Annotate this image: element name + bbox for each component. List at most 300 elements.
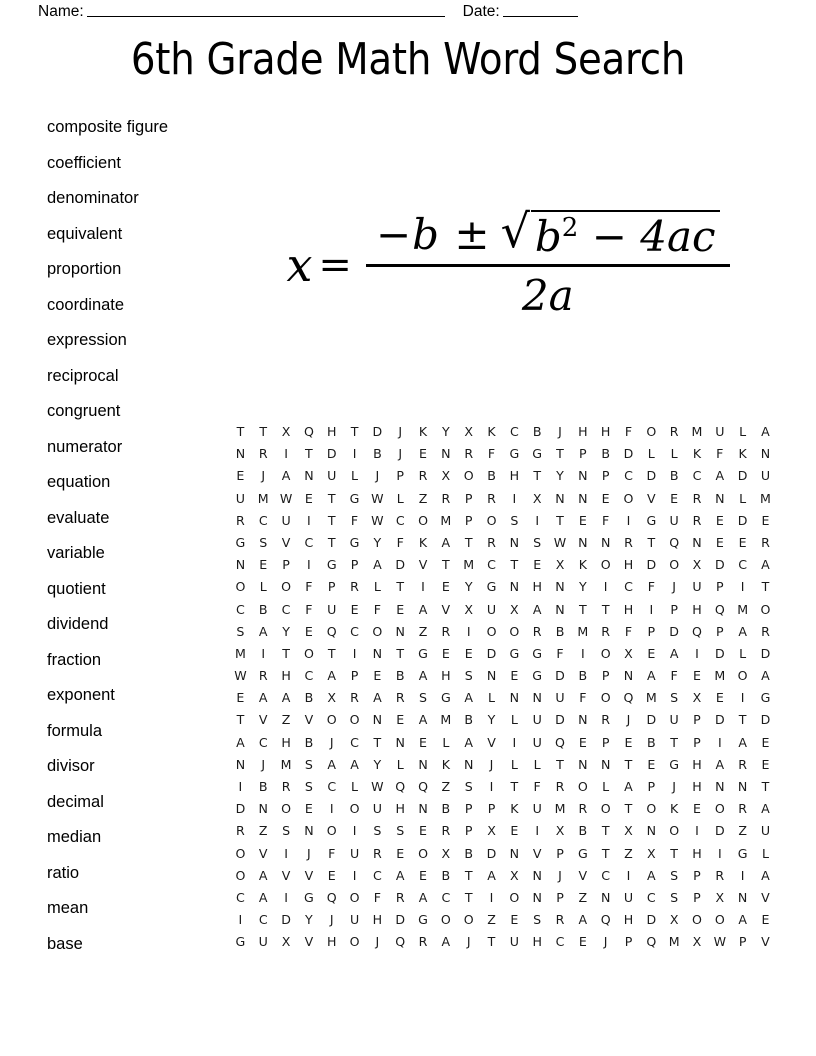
grid-cell[interactable]: D [281, 912, 291, 928]
grid-cell[interactable]: B [464, 712, 474, 728]
grid-cell[interactable]: N [555, 490, 565, 506]
grid-cell[interactable]: T [601, 601, 610, 617]
grid-cell[interactable]: S [670, 690, 679, 706]
grid-cell[interactable]: C [304, 534, 314, 550]
grid-cell[interactable]: I [261, 645, 266, 661]
grid-cell[interactable]: I [603, 579, 608, 595]
grid-cell[interactable]: O [463, 912, 474, 928]
grid-cell[interactable]: K [441, 756, 450, 772]
grid-cell[interactable]: Z [738, 823, 747, 839]
grid-cell[interactable]: C [692, 468, 702, 484]
grid-cell[interactable]: O [486, 512, 497, 528]
grid-cell[interactable]: Q [418, 779, 428, 794]
grid-cell[interactable]: P [647, 623, 656, 639]
grid-cell[interactable]: U [327, 468, 337, 484]
grid-cell[interactable]: S [464, 779, 473, 794]
grid-cell[interactable]: S [670, 867, 679, 883]
grid-cell[interactable]: E [304, 801, 313, 817]
grid-cell[interactable]: I [466, 623, 471, 639]
grid-cell[interactable]: P [601, 734, 610, 750]
grid-cell[interactable]: U [715, 424, 725, 439]
grid-cell[interactable]: Y [578, 579, 587, 595]
grid-cell[interactable]: J [489, 756, 494, 772]
grid-cell[interactable]: S [236, 623, 245, 639]
grid-cell[interactable]: Z [578, 889, 588, 905]
grid-cell[interactable]: L [510, 712, 518, 728]
grid-cell[interactable]: B [258, 601, 268, 617]
grid-cell[interactable]: E [304, 623, 313, 639]
grid-cell[interactable]: T [259, 424, 268, 439]
grid-cell[interactable]: H [692, 756, 702, 772]
grid-cell[interactable]: S [419, 690, 428, 706]
grid-cell[interactable]: W [553, 534, 567, 550]
grid-cell[interactable]: Z [418, 490, 428, 506]
grid-cell[interactable]: N [600, 534, 611, 550]
grid-cell[interactable]: A [647, 867, 656, 883]
grid-cell[interactable]: E [761, 734, 770, 750]
grid-cell[interactable]: B [395, 668, 405, 684]
grid-cell[interactable]: W [371, 512, 384, 528]
grid-cell[interactable]: E [419, 867, 428, 883]
grid-cell[interactable]: V [304, 934, 314, 950]
grid-cell[interactable]: T [305, 446, 313, 462]
grid-cell[interactable]: A [258, 690, 268, 706]
grid-cell[interactable]: Y [464, 579, 473, 595]
grid-cell[interactable]: W [371, 490, 384, 506]
grid-cell[interactable]: T [396, 579, 405, 595]
grid-cell[interactable]: O [281, 579, 292, 595]
grid-cell[interactable]: O [418, 845, 428, 861]
word-list-item[interactable]: congruent [47, 402, 121, 420]
grid-cell[interactable]: L [442, 734, 450, 750]
grid-cell[interactable]: N [715, 779, 725, 794]
grid-cell[interactable]: C [738, 557, 748, 573]
grid-cell[interactable]: A [327, 668, 337, 684]
word-list-item[interactable]: evaluate [47, 508, 110, 527]
grid-cell[interactable]: I [626, 867, 631, 883]
grid-cell[interactable]: P [327, 579, 336, 595]
grid-cell[interactable]: I [307, 557, 311, 573]
grid-cell[interactable]: P [464, 512, 473, 528]
grid-cell[interactable]: T [601, 845, 610, 861]
grid-cell[interactable]: E [533, 557, 542, 573]
grid-cell[interactable]: R [236, 823, 245, 839]
grid-cell[interactable]: O [646, 424, 657, 439]
grid-cell[interactable]: R [395, 889, 405, 905]
grid-cell[interactable]: R [441, 823, 451, 839]
grid-cell[interactable]: X [715, 889, 725, 905]
grid-cell[interactable]: O [418, 512, 428, 528]
grid-cell[interactable]: D [714, 712, 725, 728]
grid-cell[interactable]: G [532, 668, 543, 684]
grid-cell[interactable]: T [761, 579, 770, 595]
grid-cell[interactable]: E [259, 557, 268, 573]
grid-cell[interactable]: G [349, 490, 360, 506]
grid-cell[interactable]: O [714, 801, 725, 817]
grid-cell[interactable]: N [646, 823, 657, 839]
grid-cell[interactable]: H [281, 734, 291, 750]
grid-cell[interactable]: Q [623, 690, 634, 706]
grid-cell[interactable]: C [487, 557, 496, 573]
word-list-item[interactable]: mean [47, 899, 89, 917]
grid-cell[interactable]: C [509, 424, 519, 439]
grid-cell[interactable]: P [350, 557, 359, 573]
grid-cell[interactable]: U [692, 579, 702, 595]
grid-cell[interactable]: V [258, 712, 268, 728]
grid-cell[interactable]: U [669, 512, 679, 528]
word-list-item[interactable]: ratio [47, 863, 80, 882]
grid-cell[interactable]: U [532, 801, 542, 817]
grid-cell[interactable]: A [761, 424, 770, 439]
grid-cell[interactable]: M [440, 512, 452, 528]
grid-cell[interactable]: Z [441, 779, 451, 794]
grid-cell[interactable]: T [350, 424, 359, 439]
grid-cell[interactable]: F [305, 601, 313, 617]
grid-cell[interactable]: P [464, 823, 473, 839]
grid-cell[interactable]: R [395, 690, 405, 706]
grid-cell[interactable]: T [578, 601, 587, 617]
grid-cell[interactable]: L [396, 756, 404, 772]
grid-cell[interactable]: O [486, 623, 497, 639]
grid-cell[interactable]: O [440, 912, 451, 928]
grid-cell[interactable]: I [352, 645, 357, 661]
grid-cell[interactable]: Y [305, 912, 313, 928]
grid-cell[interactable]: Y [487, 712, 496, 728]
grid-cell[interactable]: Q [303, 424, 314, 439]
grid-cell[interactable]: G [509, 645, 520, 661]
grid-cell[interactable]: G [669, 756, 680, 772]
grid-cell[interactable]: O [669, 823, 680, 839]
grid-cell[interactable]: N [258, 801, 268, 817]
grid-cell[interactable]: O [509, 623, 520, 639]
grid-cell[interactable]: V [647, 490, 656, 506]
grid-cell[interactable]: U [281, 512, 291, 528]
grid-cell[interactable]: E [670, 490, 679, 506]
grid-cell[interactable]: T [624, 756, 633, 772]
grid-cell[interactable]: R [418, 934, 428, 950]
grid-cell[interactable]: N [623, 668, 634, 684]
grid-cell[interactable]: H [692, 779, 702, 794]
grid-cell[interactable]: F [373, 601, 381, 617]
name-write-in-line[interactable] [87, 2, 445, 17]
grid-cell[interactable]: T [556, 446, 564, 462]
grid-cell[interactable]: V [418, 557, 428, 573]
grid-cell[interactable]: Z [487, 912, 496, 928]
grid-cell[interactable]: D [646, 468, 657, 484]
grid-cell[interactable]: C [350, 734, 359, 750]
grid-cell[interactable]: C [395, 512, 405, 528]
grid-cell[interactable]: M [463, 557, 475, 573]
grid-cell[interactable]: E [396, 712, 405, 728]
grid-cell[interactable]: I [740, 690, 745, 706]
word-list-item[interactable]: base [47, 934, 83, 953]
grid-cell[interactable]: A [738, 623, 747, 639]
grid-cell[interactable]: Q [395, 779, 406, 794]
grid-cell[interactable]: H [623, 912, 634, 928]
grid-cell[interactable]: O [714, 912, 725, 928]
grid-cell[interactable]: T [647, 534, 656, 550]
grid-cell[interactable]: D [760, 645, 771, 661]
grid-cell[interactable]: W [713, 934, 727, 950]
grid-cell[interactable]: O [760, 601, 771, 617]
grid-cell[interactable]: E [419, 734, 428, 750]
grid-cell[interactable]: A [532, 601, 542, 617]
grid-cell[interactable]: A [418, 889, 428, 905]
grid-cell[interactable]: E [510, 912, 519, 928]
grid-cell[interactable]: N [578, 756, 588, 772]
grid-cell[interactable]: A [761, 867, 770, 883]
grid-cell[interactable]: B [441, 867, 451, 883]
grid-cell[interactable]: D [714, 557, 725, 573]
grid-cell[interactable]: O [509, 889, 520, 905]
grid-cell[interactable]: X [692, 557, 702, 573]
grid-cell[interactable]: H [692, 601, 702, 617]
grid-cell[interactable]: Z [418, 623, 428, 639]
grid-cell[interactable]: N [600, 889, 611, 905]
grid-cell[interactable]: O [349, 801, 360, 817]
grid-cell[interactable]: D [646, 712, 657, 728]
grid-cell[interactable]: A [464, 734, 473, 750]
grid-cell[interactable]: N [532, 889, 542, 905]
grid-cell[interactable]: I [512, 734, 517, 750]
grid-cell[interactable]: S [304, 756, 313, 772]
grid-cell[interactable]: X [281, 934, 291, 950]
grid-cell[interactable]: T [556, 512, 564, 528]
grid-cell[interactable]: V [532, 845, 542, 861]
grid-cell[interactable]: O [600, 690, 611, 706]
grid-cell[interactable]: H [509, 468, 520, 484]
grid-cell[interactable]: D [235, 801, 246, 817]
grid-cell[interactable]: Q [326, 623, 337, 639]
grid-cell[interactable]: D [486, 645, 497, 661]
grid-cell[interactable]: X [532, 490, 542, 506]
grid-cell[interactable]: E [647, 756, 656, 772]
grid-cell[interactable]: L [259, 579, 267, 595]
grid-cell[interactable]: N [418, 801, 428, 817]
grid-cell[interactable]: R [738, 756, 748, 772]
word-list-item[interactable]: median [47, 828, 102, 846]
grid-cell[interactable]: G [646, 512, 657, 528]
grid-cell[interactable]: L [739, 645, 747, 661]
word-list-item[interactable]: formula [47, 721, 103, 740]
grid-cell[interactable]: M [645, 690, 657, 706]
grid-cell[interactable]: C [624, 468, 633, 484]
grid-cell[interactable]: A [487, 867, 496, 883]
grid-cell[interactable]: U [760, 823, 771, 839]
grid-cell[interactable]: R [258, 446, 268, 462]
grid-cell[interactable]: S [533, 534, 542, 550]
grid-cell[interactable]: Q [669, 534, 680, 550]
grid-cell[interactable]: L [396, 490, 404, 506]
grid-cell[interactable]: T [670, 845, 678, 861]
word-list-item[interactable]: reciprocal [47, 366, 119, 385]
grid-cell[interactable]: A [350, 756, 359, 772]
grid-cell[interactable]: X [441, 845, 451, 861]
grid-cell[interactable]: D [555, 668, 565, 684]
grid-cell[interactable]: L [647, 446, 655, 462]
grid-cell[interactable]: I [307, 512, 311, 528]
grid-cell[interactable]: N [463, 756, 474, 772]
grid-cell[interactable]: V [304, 867, 314, 883]
grid-cell[interactable]: G [440, 690, 451, 706]
grid-cell[interactable]: S [670, 889, 679, 905]
word-list-item[interactable]: expression [47, 331, 127, 349]
grid-cell[interactable]: X [692, 934, 702, 950]
grid-cell[interactable]: H [372, 912, 383, 928]
grid-cell[interactable]: A [418, 712, 428, 728]
grid-cell[interactable]: C [372, 867, 382, 883]
grid-cell[interactable]: N [235, 446, 246, 462]
grid-cell[interactable]: F [533, 779, 541, 794]
grid-cell[interactable]: U [349, 845, 360, 861]
grid-cell[interactable]: X [464, 601, 474, 617]
grid-cell[interactable]: N [509, 534, 520, 550]
grid-cell[interactable]: F [624, 623, 633, 639]
grid-cell[interactable]: E [692, 801, 701, 817]
grid-cell[interactable]: R [624, 534, 633, 550]
grid-cell[interactable]: D [714, 645, 725, 661]
grid-cell[interactable]: U [669, 712, 679, 728]
grid-cell[interactable]: G [418, 912, 428, 928]
grid-cell[interactable]: J [398, 446, 403, 462]
grid-cell[interactable]: R [350, 690, 359, 706]
grid-cell[interactable]: O [463, 468, 474, 484]
word-list-item[interactable]: divisor [47, 757, 95, 775]
grid-cell[interactable]: N [532, 690, 542, 706]
grid-cell[interactable]: J [329, 912, 334, 928]
grid-cell[interactable]: O [600, 801, 611, 817]
grid-cell[interactable]: E [373, 668, 382, 684]
grid-cell[interactable]: U [327, 601, 337, 617]
grid-cell[interactable]: J [398, 424, 403, 439]
grid-cell[interactable]: C [646, 889, 656, 905]
grid-cell[interactable]: A [647, 668, 656, 684]
grid-cell[interactable]: C [258, 912, 268, 928]
grid-cell[interactable]: L [670, 446, 678, 462]
grid-cell[interactable]: F [716, 446, 724, 462]
grid-cell[interactable]: D [623, 446, 634, 462]
grid-cell[interactable]: T [464, 534, 473, 550]
grid-cell[interactable]: M [577, 623, 589, 639]
word-list-item[interactable]: equation [47, 473, 111, 491]
grid-cell[interactable]: B [441, 801, 451, 817]
grid-cell[interactable]: G [737, 845, 748, 861]
grid-cell[interactable]: W [279, 490, 293, 506]
grid-cell[interactable]: X [441, 468, 451, 484]
grid-cell[interactable]: E [578, 512, 587, 528]
grid-cell[interactable]: A [761, 668, 770, 684]
grid-cell[interactable]: N [578, 468, 588, 484]
grid-cell[interactable]: R [441, 490, 451, 506]
grid-cell[interactable]: A [258, 867, 268, 883]
word-list-item[interactable]: numerator [47, 437, 123, 456]
grid-cell[interactable]: F [396, 534, 404, 550]
word-list-item[interactable]: dividend [47, 615, 109, 633]
grid-cell[interactable]: P [579, 446, 587, 462]
grid-cell[interactable]: P [556, 889, 564, 905]
grid-cell[interactable]: Y [556, 468, 564, 484]
grid-cell[interactable]: J [466, 934, 471, 950]
grid-cell[interactable]: P [693, 867, 701, 883]
grid-cell[interactable]: I [489, 889, 494, 905]
grid-cell[interactable]: D [326, 446, 337, 462]
grid-cell[interactable]: O [737, 668, 748, 684]
grid-cell[interactable]: G [760, 690, 771, 706]
grid-cell[interactable]: T [533, 468, 542, 484]
grid-cell[interactable]: O [235, 867, 246, 883]
grid-cell[interactable]: N [737, 779, 748, 794]
grid-cell[interactable]: R [487, 490, 496, 506]
grid-cell[interactable]: S [510, 512, 519, 528]
grid-cell[interactable]: B [555, 623, 565, 639]
grid-cell[interactable]: O [281, 801, 292, 817]
grid-cell[interactable]: U [509, 934, 519, 950]
word-list-item[interactable]: exponent [47, 686, 115, 704]
grid-cell[interactable]: E [464, 645, 473, 661]
grid-cell[interactable]: J [375, 468, 380, 484]
grid-cell[interactable]: R [715, 867, 725, 883]
grid-cell[interactable]: E [304, 490, 313, 506]
grid-cell[interactable]: O [349, 712, 360, 728]
grid-cell[interactable]: V [304, 712, 314, 728]
grid-cell[interactable]: O [303, 645, 314, 661]
grid-cell[interactable]: P [647, 779, 656, 794]
grid-cell[interactable]: C [258, 512, 268, 528]
grid-cell[interactable]: O [669, 557, 680, 573]
grid-cell[interactable]: K [738, 446, 747, 462]
grid-cell[interactable]: F [624, 424, 633, 439]
grid-cell[interactable]: N [555, 601, 565, 617]
grid-cell[interactable]: A [327, 756, 337, 772]
word-list-item[interactable]: denominator [47, 189, 139, 207]
grid-cell[interactable]: E [236, 690, 245, 706]
grid-cell[interactable]: N [578, 712, 588, 728]
grid-cell[interactable]: U [349, 912, 360, 928]
grid-cell[interactable]: J [261, 468, 266, 484]
grid-cell[interactable]: D [669, 623, 679, 639]
grid-cell[interactable]: G [304, 889, 314, 905]
grid-cell[interactable]: U [258, 934, 268, 950]
grid-cell[interactable]: L [602, 779, 610, 794]
grid-cell[interactable]: R [578, 801, 588, 817]
grid-cell[interactable]: S [533, 912, 542, 928]
grid-cell[interactable]: O [692, 912, 702, 928]
grid-cell[interactable]: A [715, 756, 725, 772]
grid-cell[interactable]: C [350, 623, 359, 639]
grid-cell[interactable]: V [258, 845, 268, 861]
grid-cell[interactable]: F [647, 579, 655, 595]
grid-cell[interactable]: J [672, 779, 676, 794]
grid-cell[interactable]: D [395, 557, 406, 573]
grid-cell[interactable]: Z [258, 823, 268, 839]
grid-cell[interactable]: T [601, 823, 610, 839]
grid-cell[interactable]: E [327, 867, 336, 883]
grid-cell[interactable]: P [670, 601, 678, 617]
grid-cell[interactable]: F [350, 512, 359, 528]
grid-cell[interactable]: N [578, 534, 588, 550]
grid-cell[interactable]: P [716, 579, 724, 595]
grid-cell[interactable]: N [555, 579, 565, 595]
grid-cell[interactable]: G [577, 845, 588, 861]
grid-cell[interactable]: O [600, 645, 611, 661]
grid-cell[interactable]: L [351, 779, 359, 794]
grid-cell[interactable]: H [532, 579, 542, 595]
grid-cell[interactable]: K [487, 424, 496, 439]
grid-cell[interactable]: G [235, 534, 246, 550]
grid-cell[interactable]: R [555, 912, 565, 928]
grid-cell[interactable]: A [761, 557, 770, 573]
grid-cell[interactable]: M [280, 756, 292, 772]
